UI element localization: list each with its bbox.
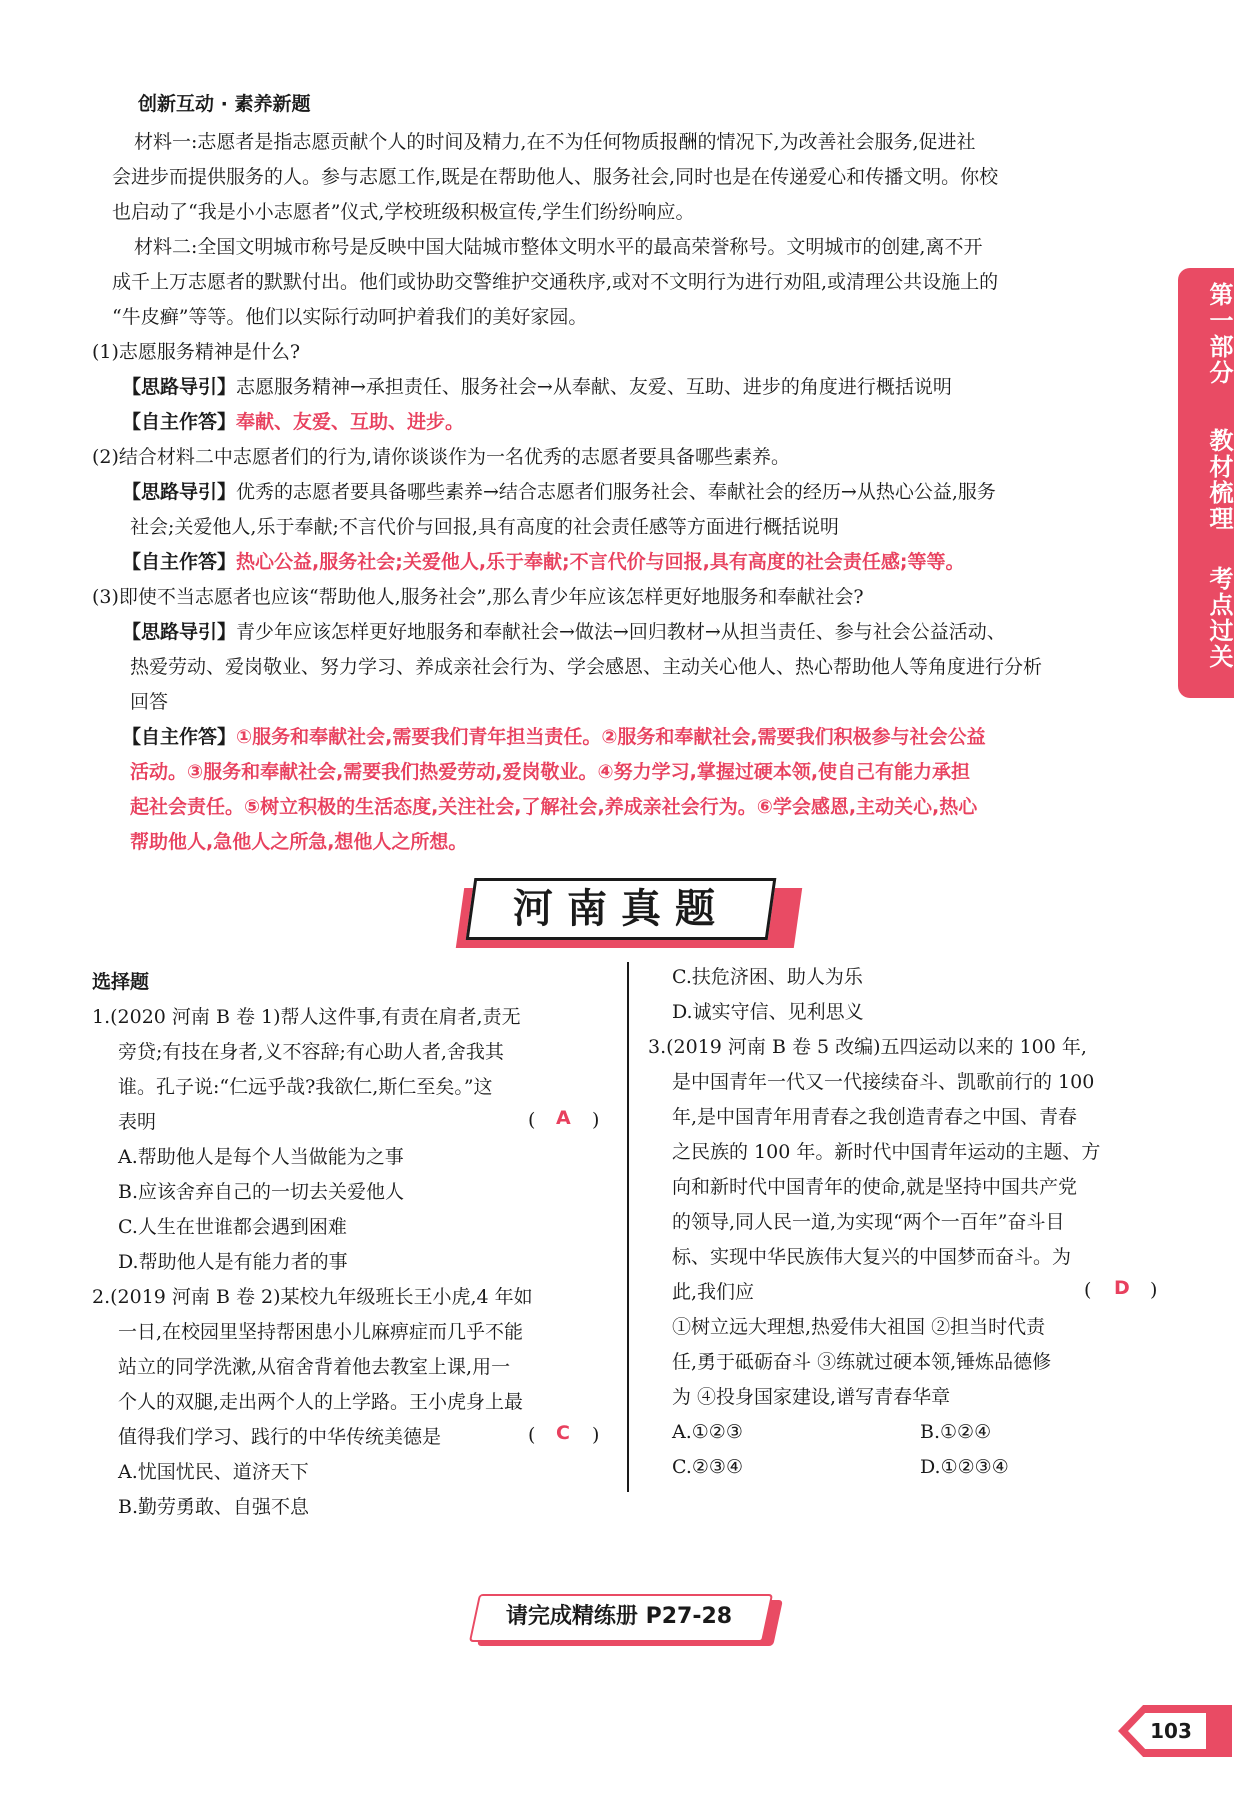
q3-answer-tag: 【自主作答】 xyxy=(122,726,237,748)
column-divider xyxy=(627,962,629,1492)
rq3-line-8: 此,我们应 xyxy=(672,1281,755,1303)
q3-answer-line-4: 帮助他人,急他人之所急,想他人之所想。 xyxy=(130,831,468,853)
lq2-option-a: A.忧国忧民、道济天下 xyxy=(118,1461,309,1483)
section-banner xyxy=(452,878,798,950)
q3-question: (3)即使不当志愿者也应该“帮助他人,服务社会”,那么青少年应该怎样更好地服务和奉献社会? xyxy=(92,586,864,608)
q3-guide-tag: 【思路导引】 xyxy=(122,621,237,643)
lq2-line-2: 一日,在校园里坚持帮困患小儿麻痹症而几乎不能 xyxy=(118,1321,524,1343)
rq3-line-3: 年,是中国青年用青春之我创造青春之中国、青春 xyxy=(672,1106,1078,1128)
q2-answer xyxy=(122,550,964,574)
q2-question: (2)结合材料二中志愿者们的行为,请你谈谈作为一名优秀的志愿者要具备哪些素养。 xyxy=(92,446,790,468)
lq1-line-2: 旁贷;有技在身者,义不容辞;有心助人者,舍我其 xyxy=(118,1041,504,1063)
lq1-option-b: B.应该舍弃自己的一切去关爱他人 xyxy=(118,1181,405,1203)
question-type-label: 选择题 xyxy=(92,971,150,993)
rq3-line-5: 向和新时代中国青年的使命,就是坚持中国共产党 xyxy=(672,1176,1078,1198)
rq3-statement-3: 为 ④投身国家建设,谱写青春华章 xyxy=(672,1386,951,1408)
banner-title: 河南真题 xyxy=(513,886,729,932)
lq1-line-3: 谁。孔子说:“仁远乎哉?我欲仁,斯仁至矣。”这 xyxy=(118,1076,493,1098)
material1-line-3: 也启动了“我是小小志愿者”仪式,学校班级积极宣传,学生们纷纷响应。 xyxy=(112,201,695,223)
lq2-answer: C xyxy=(556,1422,570,1444)
lq1-paren-open: ( xyxy=(528,1109,536,1131)
q2-guide-tag: 【思路导引】 xyxy=(122,481,237,503)
q3-guide-line-3: 回答 xyxy=(130,691,169,713)
lq1-option-d: D.帮助他人是有能力者的事 xyxy=(118,1251,348,1273)
lq1-paren-close: ) xyxy=(592,1109,600,1131)
page-number-box xyxy=(1108,1705,1232,1757)
lq2-line-3: 站立的同学洗漱,从宿舍背着他去教室上课,用一 xyxy=(118,1356,511,1378)
side-tab-sub: 考点过关 xyxy=(1205,566,1233,670)
lq1-answer: A xyxy=(556,1107,571,1129)
rq2-option-d: D.诚实守信、见利思义 xyxy=(672,1001,864,1023)
material1-line-1: 材料一:志愿者是指志愿贡献个人的时间及精力,在不为任何物质报酬的情况下,为改善社会服务,促进社 xyxy=(134,131,976,153)
q3-guide-text-1: 青少年应该怎样更好地服务和奉献社会→做法→回归教材→从担当责任、参与社会公益活动、 xyxy=(236,621,1006,643)
material2-line-2: 成千上万志愿者的默默付出。他们或协助交警维护交通秩序,或对不文明行为进行劝阻,或清理公共设施上的 xyxy=(112,271,999,293)
rq3-line-2: 是中国青年一代又一代接续奋斗、凯歌前行的 100 xyxy=(672,1071,1095,1093)
q2-guide-line-1 xyxy=(122,480,996,504)
rq3-paren-close: ) xyxy=(1150,1279,1158,1301)
lq1-line-1: 1.(2020 河南 B 卷 1)帮人这件事,有责在肩者,责无 xyxy=(92,1006,521,1028)
rq3-option-a: A.①②③ xyxy=(672,1421,743,1443)
page-number: 103 xyxy=(1150,1719,1192,1743)
lq1-line-4: 表明 xyxy=(118,1111,157,1133)
practice-banner xyxy=(474,1594,780,1646)
q3-guide-line-2: 热爱劳动、爱岗敬业、努力学习、养成亲社会行为、学会感恩、主动关心他人、热心帮助他人等角度进行分析 xyxy=(130,656,1043,678)
lq2-line-1: 2.(2019 河南 B 卷 2)某校九年级班长王小虎,4 年如 xyxy=(92,1286,533,1308)
rq3-answer: D xyxy=(1114,1277,1130,1299)
section-heading: 创新互动 · 素养新题 xyxy=(138,93,311,115)
rq3-statement-2: 任,勇于砥砺奋斗 ③练就过硬本领,锤炼品德修 xyxy=(672,1351,1052,1373)
rq2-option-c: C.扶危济困、助人为乐 xyxy=(672,966,863,988)
lq1-option-c: C.人生在世谁都会遇到困难 xyxy=(118,1216,347,1238)
side-tab-part: 第一部分 xyxy=(1205,282,1233,386)
q3-answer-line-1 xyxy=(122,725,986,749)
lq2-line-5: 值得我们学习、践行的中华传统美德是 xyxy=(118,1426,442,1448)
q1-answer-tag: 【自主作答】 xyxy=(122,411,237,433)
q2-guide-line-2: 社会;关爱他人,乐于奉献;不言代价与回报,具有高度的社会责任感等方面进行概括说明 xyxy=(130,516,839,538)
q3-answer-text-1: ①服务和奉献社会,需要我们青年担当责任。②服务和奉献社会,需要我们积极参与社会公益 xyxy=(236,726,986,748)
material2-line-1: 材料二:全国文明城市称号是反映中国大陆城市整体文明水平的最高荣誉称号。文明城市的创建,离不开 xyxy=(134,236,983,258)
lq2-paren-close: ) xyxy=(592,1424,600,1446)
side-tab xyxy=(1178,268,1234,698)
rq3-line-6: 的领导,同人民一道,为实现“两个一百年”奋斗目 xyxy=(672,1211,1065,1233)
q1-guide-tag: 【思路导引】 xyxy=(122,376,237,398)
rq3-line-7: 标、实现中华民族伟大复兴的中国梦而奋斗。为 xyxy=(672,1246,1072,1268)
q3-answer-line-3: 起社会责任。⑤树立积极的生活态度,关注社会,了解社会,养成亲社会行为。⑥学会感恩,主动关心,热心 xyxy=(130,796,978,818)
q3-guide-line-1 xyxy=(122,620,1006,644)
rq3-option-d: D.①②③④ xyxy=(920,1456,1009,1478)
q1-answer xyxy=(122,410,464,434)
q3-answer-line-2: 活动。③服务和奉献社会,需要我们热爱劳动,爱岗敬业。④努力学习,掌握过硬本领,使自己有能力承担 xyxy=(130,761,971,783)
q2-answer-tag: 【自主作答】 xyxy=(122,551,237,573)
rq3-statement-1: ①树立远大理想,热爱伟大祖国 ②担当时代责 xyxy=(672,1316,1046,1338)
rq3-line-4: 之民族的 100 年。新时代中国青年运动的主题、方 xyxy=(672,1141,1101,1163)
q2-guide-text-1: 优秀的志愿者要具备哪些素养→结合志愿者们服务社会、奉献社会的经历→从热心公益,服务 xyxy=(236,481,996,503)
side-tab-section: 教材梳理 xyxy=(1205,428,1233,532)
practice-note: 请完成精练册 P27-28 xyxy=(505,1604,733,1629)
rq3-option-b: B.①②④ xyxy=(920,1421,992,1443)
q1-question: (1)志愿服务精神是什么? xyxy=(92,341,301,363)
q1-answer-text: 奉献、友爱、互助、进步。 xyxy=(236,411,465,433)
q1-guide-text: 志愿服务精神→承担责任、服务社会→从奉献、友爱、互助、进步的角度进行概括说明 xyxy=(236,376,952,398)
material2-line-3: “牛皮癣”等等。他们以实际行动呵护着我们的美好家园。 xyxy=(112,306,588,328)
lq2-line-4: 个人的双腿,走出两个人的上学路。王小虎身上最 xyxy=(118,1391,524,1413)
lq2-option-b: B.勤劳勇敢、自强不息 xyxy=(118,1496,310,1518)
lq2-paren-open: ( xyxy=(528,1424,536,1446)
rq3-option-c: C.②③④ xyxy=(672,1456,743,1478)
rq3-paren-open: ( xyxy=(1084,1279,1092,1301)
material1-line-2: 会进步而提供服务的人。参与志愿工作,既是在帮助他人、服务社会,同时也是在传递爱心和传播文明。你校 xyxy=(112,166,999,188)
rq3-line-1: 3.(2019 河南 B 卷 5 改编)五四运动以来的 100 年, xyxy=(648,1036,1087,1058)
q2-answer-text: 热心公益,服务社会;关爱他人,乐于奉献;不言代价与回报,具有高度的社会责任感;等等。 xyxy=(236,551,965,573)
q1-guide xyxy=(122,375,952,399)
lq1-option-a: A.帮助他人是每个人当做能为之事 xyxy=(118,1146,404,1168)
